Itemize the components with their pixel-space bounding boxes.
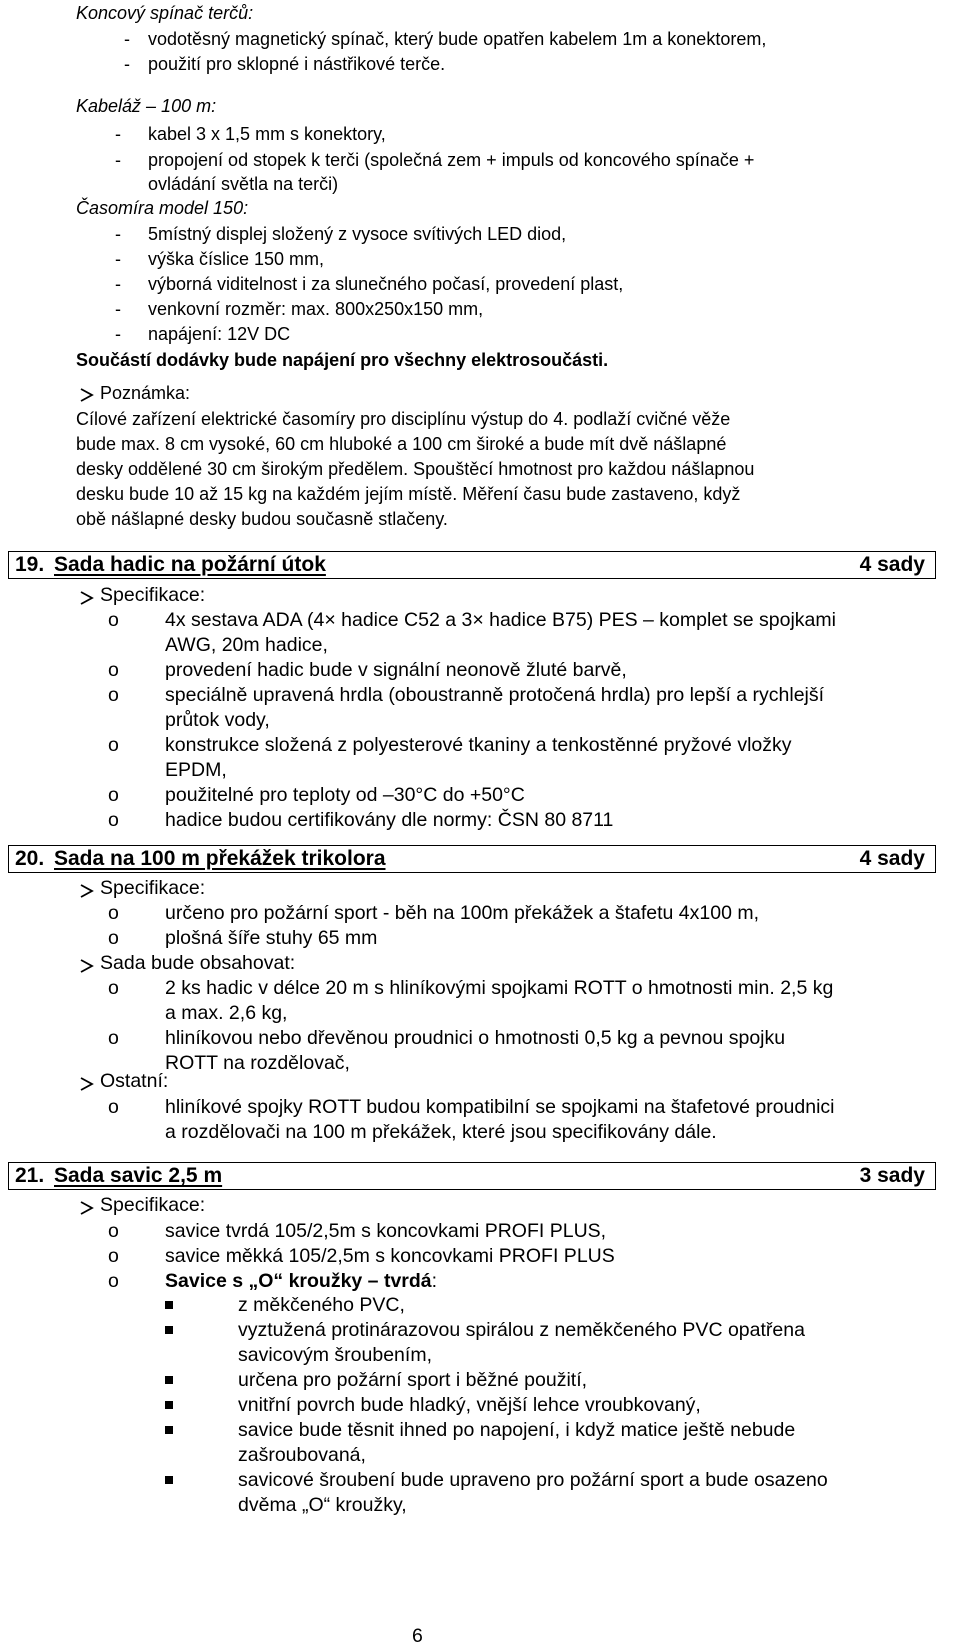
dash-bullet: -: [124, 54, 130, 74]
dash-bullet: -: [124, 29, 130, 49]
list-item: vodotěsný magnetický spínač, který bude opatřen kabelem 1m a konektorem,: [148, 29, 767, 49]
savice-heading: [165, 1270, 437, 1293]
dodavka-note: Součástí dodávky bude napájení pro všechny elektrosoučásti.: [76, 350, 609, 370]
dash-bullet: -: [115, 299, 121, 319]
list-item-continuation: průtok vody,: [165, 709, 270, 731]
circle-bullet: o: [108, 784, 119, 806]
list-item: výška číslice 150 mm,: [148, 249, 325, 269]
square-bullet-icon: [165, 1401, 173, 1409]
list-item: venkovní rozměr: max. 800x250x150 mm,: [148, 299, 484, 319]
circle-bullet: o: [108, 609, 119, 631]
section-number: 20.: [15, 847, 45, 870]
arrow-bullet-icon: [80, 959, 94, 973]
section-header-21: [8, 1162, 936, 1190]
list-item: 5místný displej složený z vysoce svítivých LED diod,: [148, 224, 567, 244]
list-item: propojení od stopek k terči (společná zem + impuls od koncového spínače +: [148, 150, 755, 170]
sub-list-item: z měkčeného PVC,: [238, 1294, 405, 1316]
section-number: 19.: [15, 553, 45, 576]
list-item: plošná šíře stuhy 65 mm: [165, 927, 378, 949]
poznamka-line: bude max. 8 cm vysoké, 60 cm hluboké a 100 cm široké a bude mít dvě nášlapné: [76, 434, 727, 454]
list-item: určeno pro požární sport - běh na 100m překážek a štafetu 4x100 m,: [165, 902, 760, 924]
square-bullet-icon: [165, 1426, 173, 1434]
arrow-bullet-icon: [80, 1201, 94, 1215]
spec-label: Specifikace:: [100, 584, 206, 606]
list-item-continuation: a max. 2,6 kg,: [165, 1002, 288, 1024]
list-item: hliníkové spojky ROTT budou kompatibilní se spojkami na štafetové proudnici: [165, 1096, 835, 1118]
list-item-continuation: ovládání světla na terči): [148, 174, 339, 194]
page-number: 6: [412, 1625, 423, 1647]
circle-bullet: o: [108, 902, 119, 924]
sub-list-item: určena pro požární sport i běžné použití,: [238, 1369, 588, 1391]
sub-list-item: vyztužená protinárazovou spirálou z neměkčeného PVC opatřena: [238, 1319, 805, 1341]
section-quantity: 3 sady: [859, 1164, 925, 1187]
section-title: Sada savic 2,5 m: [54, 1164, 223, 1187]
section-number: 21.: [15, 1164, 45, 1187]
section-title: Sada hadic na požární útok: [54, 553, 326, 576]
dash-bullet: -: [115, 324, 121, 344]
dash-bullet: -: [115, 274, 121, 294]
sub-list-item-continuation: savicovým šroubením,: [238, 1344, 432, 1366]
circle-bullet: o: [108, 1096, 119, 1118]
list-item: savice měkká 105/2,5m s koncovkami PROFI PLUS: [165, 1245, 615, 1267]
casomira-title: Časomíra model 150:: [76, 198, 249, 218]
poznamka-line: desky oddělené 30 cm širokým předělem. Spouštěcí hmotnost pro každou nášlapnou: [76, 459, 755, 479]
sub-list-item: vnitřní povrch bude hladký, vnější lehce vroubkovaný,: [238, 1394, 701, 1416]
circle-bullet: o: [108, 1245, 119, 1267]
circle-bullet: o: [108, 684, 119, 706]
sub-list-item: savice bude těsnit ihned po napojení, i když matice ještě nebude: [238, 1419, 796, 1441]
ostatni-label: Ostatní:: [100, 1070, 169, 1092]
poznamka-line: desku bude 10 až 15 kg na každém jejím místě. Měření času bude zastaveno, když: [76, 484, 741, 504]
list-item: konstrukce složená z polyesterové tkaniny a tenkostěnné pryžové vložky: [165, 734, 792, 756]
circle-bullet: o: [108, 927, 119, 949]
square-bullet-icon: [165, 1476, 173, 1484]
poznamka-label: Poznámka:: [100, 383, 191, 403]
sub-list-item-continuation: dvěma „O“ kroužky,: [238, 1494, 407, 1516]
list-item: 4x sestava ADA (4× hadice C52 a 3× hadice B75) PES – komplet se spojkami: [165, 609, 836, 631]
circle-bullet: o: [108, 1220, 119, 1242]
list-item: speciálně upravená hrdla (oboustranně protočená hrdla) pro lepší a rychlejší: [165, 684, 825, 706]
square-bullet-icon: [165, 1301, 173, 1309]
spec-label: Specifikace:: [100, 877, 206, 899]
poznamka-line: Cílové zařízení elektrické časomíry pro disciplínu výstup do 4. podlaží cvičné věže: [76, 409, 731, 429]
list-item: použití pro sklopné i nástřikové terče.: [148, 54, 446, 74]
section-quantity: 4 sady: [859, 553, 925, 576]
list-item: výborná viditelnost i za slunečného počasí, provedení plast,: [148, 274, 624, 294]
dash-bullet: -: [115, 150, 121, 170]
list-item: napájení: 12V DC: [148, 324, 291, 344]
poznamka-line: obě nášlapné desky budou současně stlačeny.: [76, 509, 448, 529]
circle-bullet: o: [108, 659, 119, 681]
list-item-continuation: ROTT na rozdělovač,: [165, 1052, 350, 1074]
dash-bullet: -: [115, 249, 121, 269]
list-item: provedení hadic bude v signální neonově žluté barvě,: [165, 659, 627, 681]
arrow-bullet-icon: [80, 884, 94, 898]
square-bullet-icon: [165, 1326, 173, 1334]
savice-heading-bold: Savice s „O“ kroužky – tvrdá: [165, 1270, 432, 1292]
list-item-continuation: AWG, 20m hadice,: [165, 634, 328, 656]
circle-bullet: o: [108, 1270, 119, 1292]
obsah-label: Sada bude obsahovat:: [100, 952, 296, 974]
section-header-19: [8, 551, 936, 579]
list-item-continuation: a rozdělovači na 100 m překážek, které jsou specifikovány dále.: [165, 1121, 717, 1143]
arrow-bullet-icon: [80, 1077, 94, 1091]
circle-bullet: o: [108, 977, 119, 999]
section-title: Sada na 100 m překážek trikolora: [54, 847, 386, 870]
dash-bullet: -: [115, 124, 121, 144]
list-item: 2 ks hadic v délce 20 m s hliníkovými spojkami ROTT o hmotnosti min. 2,5 kg: [165, 977, 834, 999]
list-item: kabel 3 x 1,5 mm s konektory,: [148, 124, 386, 144]
spec-label: Specifikace:: [100, 1194, 206, 1216]
list-item: použitelné pro teploty od –30°C do +50°C: [165, 784, 525, 806]
kabelaz-title: Kabeláž – 100 m:: [76, 96, 217, 116]
dash-bullet: -: [115, 224, 121, 244]
circle-bullet: o: [108, 734, 119, 756]
sub-list-item: savicové šroubení bude upraveno pro požární sport a bude osazeno: [238, 1469, 828, 1491]
koncovy-title: Koncový spínač terčů:: [76, 3, 254, 23]
square-bullet-icon: [165, 1376, 173, 1384]
list-item: hadice budou certifikovány dle normy: ČSN 80 8711: [165, 809, 614, 831]
circle-bullet: o: [108, 1027, 119, 1049]
list-item-continuation: EPDM,: [165, 759, 227, 781]
circle-bullet: o: [108, 809, 119, 831]
savice-heading-colon: :: [431, 1270, 438, 1292]
section-header-20: [8, 845, 936, 873]
arrow-bullet-icon: [80, 388, 94, 402]
section-quantity: 4 sady: [859, 847, 925, 870]
sub-list-item-continuation: zašroubovaná,: [238, 1444, 366, 1466]
list-item: hliníkovou nebo dřevěnou proudnici o hmotnosti 0,5 kg a pevnou spojku: [165, 1027, 786, 1049]
list-item: savice tvrdá 105/2,5m s koncovkami PROFI PLUS,: [165, 1220, 607, 1242]
arrow-bullet-icon: [80, 591, 94, 605]
